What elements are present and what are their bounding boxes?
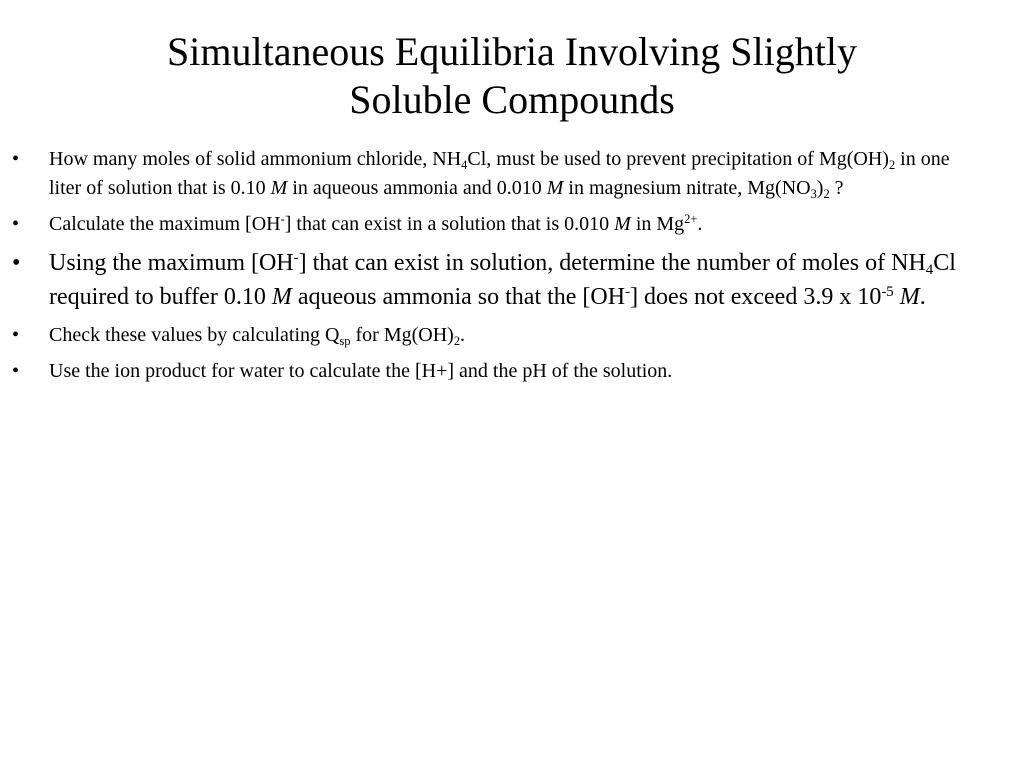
subscript: 4 [925, 262, 934, 279]
bullet-text: . [460, 324, 466, 346]
superscript: - [280, 212, 285, 227]
bullet-text: in one liter of solution that is 0.10 [49, 148, 950, 199]
bullet-text: Cl, must be used to prevent precipitation of Mg(OH) [467, 148, 889, 170]
bullet-text: . [697, 213, 703, 235]
bullet-text: Calculate the maximum [OH [49, 213, 281, 235]
bullet-marker: • [12, 360, 20, 382]
italic-unit: M [546, 177, 564, 199]
bullet-text: . [919, 284, 926, 310]
bullet-marker: • [12, 148, 20, 170]
bullet-list [0, 145, 1024, 386]
superscript: - [625, 283, 631, 300]
italic-unit: M [614, 213, 631, 235]
bullet-item-2 [0, 210, 1024, 239]
subscript: 2 [453, 333, 461, 348]
italic-unit: M [271, 284, 292, 310]
bullet-text: ] that can exist in a solution that is 0.010 [284, 213, 615, 235]
bullet-text: in Mg [630, 213, 685, 235]
bullet-text: for Mg(OH) [350, 324, 454, 346]
slide-title-line-1: Simultaneous Equilibria Involving Slightly [167, 29, 857, 74]
bullet-text: ] does not exceed 3.9 x 10 [630, 284, 882, 310]
bullet-item-1 [0, 145, 1024, 203]
bullet-text: aqueous ammonia so that the [OH [291, 284, 626, 310]
bullet-text: Check these values by calculating Q [49, 324, 340, 346]
bullet-marker: • [12, 324, 20, 346]
bullet-text: ? [829, 177, 844, 199]
bullet-marker: • [12, 250, 21, 276]
bullet-text: Using the maximum [OH [49, 250, 294, 276]
bullet-item-4 [0, 321, 1024, 350]
superscript: -5 [881, 283, 894, 300]
bullet-text: How many moles of solid ammonium chloride, NH [49, 148, 462, 170]
subscript: sp [339, 333, 351, 348]
bullet-text: ] that can exist in solution, determine the number of moles of NH [298, 250, 926, 276]
bullet-marker: • [12, 213, 20, 235]
subscript: 4 [461, 157, 468, 172]
bullet-item-5 [0, 357, 1024, 386]
bullet-text: Cl required to buffer 0.10 [49, 250, 956, 310]
bullet-text: in magnesium nitrate, Mg(NO [563, 177, 811, 199]
subscript: 3 [810, 186, 817, 201]
slide-title-line-2: Soluble Compounds [349, 77, 675, 122]
bullet-text: in aqueous ammonia and 0.010 [287, 177, 547, 199]
bullet-item-3 [0, 246, 1024, 314]
subscript: 2 [888, 157, 896, 172]
subscript: 2 [823, 186, 830, 201]
bullet-text: Use the ion product for water to calculate the [H+] and the pH of the solution. [49, 360, 673, 382]
superscript: - [293, 249, 299, 266]
italic-unit: M [270, 177, 288, 199]
slide-title [60, 28, 964, 124]
superscript: 2+ [684, 212, 698, 227]
italic-unit: M [899, 284, 920, 310]
bullet-text: ) [816, 177, 824, 199]
